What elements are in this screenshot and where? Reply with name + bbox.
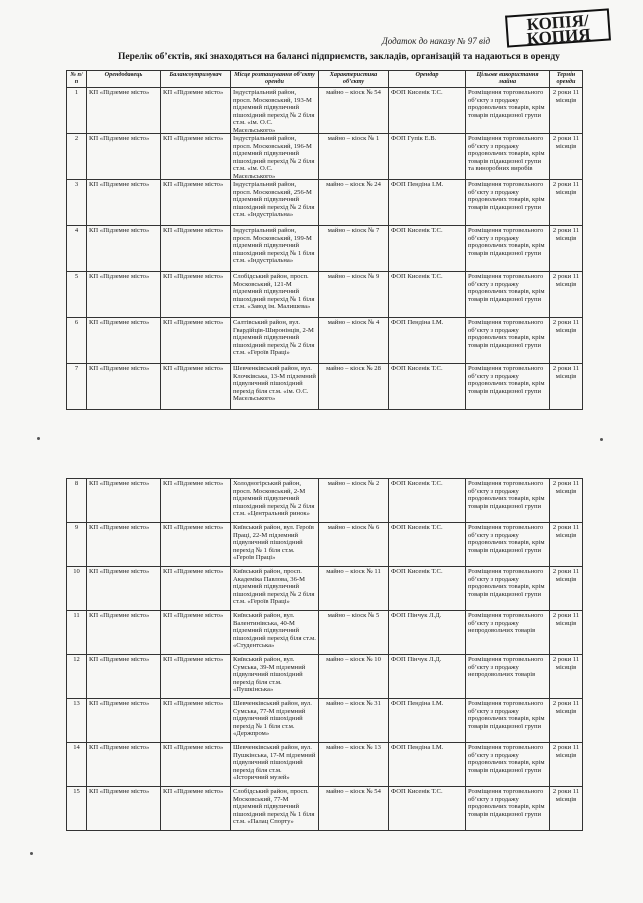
row-balance-holder: КП «Підземне місто» <box>161 364 231 410</box>
row-term: 2 роки 11 місяців <box>550 523 583 567</box>
row-lessor: КП «Підземне місто» <box>87 226 161 272</box>
row-balance-holder: КП «Підземне місто» <box>161 567 231 611</box>
row-lessor: КП «Підземне місто» <box>87 611 161 655</box>
row-purpose: Розміщення торговельного об’єкту з продажу продовольчих товарів, крім товарів підакцизної групи <box>466 364 550 410</box>
row-location: Індустріальний район, просп. Московський, 196-М підземний підвуличний пішохідний перехід № 2 біля ст.м. «ім. О.С. Масельського» <box>231 134 319 180</box>
row-term: 2 роки 11 місяців <box>550 88 583 134</box>
row-balance-holder: КП «Підземне місто» <box>161 523 231 567</box>
row-purpose: Розміщення торговельного об’єкту з продажу продовольчих товарів, крім товарів підакцизної групи <box>466 180 550 226</box>
header-number: № п/п <box>67 71 87 88</box>
document-title: Перелік об’єктів, які знаходяться на балансі підприємств, закладів, організацій та надаються в оренду <box>118 52 560 62</box>
table-row <box>67 180 583 226</box>
row-tenant: ФОП Пендіна І.М. <box>389 699 466 743</box>
row-balance-holder: КП «Підземне місто» <box>161 699 231 743</box>
header-location: Місце розташування об’єкту оренди <box>231 71 319 88</box>
header-lessor: Орендодавець <box>87 71 161 88</box>
row-number: 15 <box>67 787 87 831</box>
row-number: 11 <box>67 611 87 655</box>
row-number: 4 <box>67 226 87 272</box>
scan-speck <box>37 437 40 440</box>
row-location: Слобідський район, просп. Московський, 77-М підземний підвуличний пішохідний перехід № 1 біля ст.м. «Палац Спорту» <box>231 787 319 831</box>
table-row <box>67 787 583 831</box>
row-number: 2 <box>67 134 87 180</box>
row-term: 2 роки 11 місяців <box>550 567 583 611</box>
row-location: Київський район, вул. Героїв Праці, 22-М підземний підвуличний пішохідний перехід № 1 біля ст.м. «Героїв Праці» <box>231 523 319 567</box>
row-location: Холодногірський район, просп. Московський, 2-М підземний підвуличний пішохідний перехід № 2 біля ст.м. «Центральний ринок» <box>231 479 319 523</box>
table-row <box>67 364 583 410</box>
row-location: Шевченківський район, вул. Клочківська, 13-М підземний підвуличний пішохідний перехід біля ст.м. «ім. О.С. Масельського» <box>231 364 319 410</box>
row-tenant: ФОП Кисенік Т.С. <box>389 567 466 611</box>
row-balance-holder: КП «Підземне місто» <box>161 134 231 180</box>
row-tenant: ФОП Кисенік Т.С. <box>389 787 466 831</box>
row-tenant: ФОП Кисенік Т.С. <box>389 479 466 523</box>
row-number: 6 <box>67 318 87 364</box>
table-row <box>67 226 583 272</box>
row-purpose: Розміщення торговельного об’єкту з продажу продовольчих товарів, крім товарів підакцизної групи <box>466 567 550 611</box>
row-location: Київський район, вул. Валентинівська, 40-М підземний підвуличний пішохідний перехід біля ст.м. «Студентська» <box>231 611 319 655</box>
row-term: 2 роки 11 місяців <box>550 364 583 410</box>
table-row <box>67 523 583 567</box>
table-row <box>67 479 583 523</box>
header-characteristic: Характеристика об’єкту <box>319 71 389 88</box>
header-tenant: Орендар <box>389 71 466 88</box>
row-lessor: КП «Підземне місто» <box>87 88 161 134</box>
row-term: 2 роки 11 місяців <box>550 272 583 318</box>
row-characteristic: майно – кіоск № 11 <box>319 567 389 611</box>
row-lessor: КП «Підземне місто» <box>87 523 161 567</box>
row-balance-holder: КП «Підземне місто» <box>161 318 231 364</box>
row-number: 1 <box>67 88 87 134</box>
row-number: 9 <box>67 523 87 567</box>
row-term: 2 роки 11 місяців <box>550 318 583 364</box>
row-characteristic: майно – кіоск № 31 <box>319 699 389 743</box>
row-lessor: КП «Підземне місто» <box>87 180 161 226</box>
row-location: Київський район, вул. Сумська, 39-М підземний підвуличний пішохідний перехід біля ст.м. «Пушкінська» <box>231 655 319 699</box>
row-characteristic: майно – кіоск № 24 <box>319 180 389 226</box>
row-lessor: КП «Підземне місто» <box>87 655 161 699</box>
row-number: 10 <box>67 567 87 611</box>
header-term: Термін оренди <box>550 71 583 88</box>
row-term: 2 роки 11 місяців <box>550 180 583 226</box>
row-purpose: Розміщення торговельного об’єкту з продажу продовольчих товарів, крім товарів підакцизної групи <box>466 272 550 318</box>
row-purpose: Розміщення торговельного об’єкту з продажу непродовольчих товарів <box>466 655 550 699</box>
row-tenant: ФОП Гупік Е.В. <box>389 134 466 180</box>
row-balance-holder: КП «Підземне місто» <box>161 479 231 523</box>
row-location: Індустріальний район, просп. Московський, 193-М підземний підвуличний пішохідний перехід № 2 біля ст.м. «ім. О.С. Масельського» <box>231 88 319 134</box>
row-term: 2 роки 11 місяців <box>550 611 583 655</box>
objects-table-page-2 <box>66 478 583 831</box>
row-purpose: Розміщення торговельного об’єкту з продажу продовольчих товарів, крім товарів підакцизної групи <box>466 88 550 134</box>
row-balance-holder: КП «Підземне місто» <box>161 787 231 831</box>
row-lessor: КП «Підземне місто» <box>87 699 161 743</box>
row-characteristic: майно – кіоск № 54 <box>319 787 389 831</box>
row-balance-holder: КП «Підземне місто» <box>161 655 231 699</box>
row-purpose: Розміщення торговельного об’єкту з продажу продовольчих товарів, крім товарів підакцизної групи <box>466 699 550 743</box>
row-balance-holder: КП «Підземне місто» <box>161 743 231 787</box>
row-location: Салтівський район, вул. Гвардійців-Широнінців, 2-М підземний підвуличний пішохідний перехід № 2 біля ст.м. «Героїв Праці» <box>231 318 319 364</box>
row-tenant: ФОП Кисенік Т.С. <box>389 523 466 567</box>
row-purpose: Розміщення торговельного об’єкту з продажу продовольчих товарів, крім товарів підакцизної групи <box>466 523 550 567</box>
row-lessor: КП «Підземне місто» <box>87 567 161 611</box>
row-characteristic: майно – кіоск № 6 <box>319 523 389 567</box>
row-number: 14 <box>67 743 87 787</box>
row-number: 3 <box>67 180 87 226</box>
table-row <box>67 743 583 787</box>
row-tenant: ФОП Пендіна І.М. <box>389 743 466 787</box>
table-row <box>67 567 583 611</box>
scan-speck <box>30 852 33 855</box>
row-characteristic: майно – кіоск № 54 <box>319 88 389 134</box>
row-lessor: КП «Підземне місто» <box>87 364 161 410</box>
row-purpose: Розміщення торговельного об’єкту з продажу продовольчих товарів, крім товарів підакцизної групи <box>466 318 550 364</box>
row-balance-holder: КП «Підземне місто» <box>161 226 231 272</box>
row-tenant: ФОП Пінчук Л.Д. <box>389 611 466 655</box>
copy-stamp: КОПІЯ/КОПИЯ <box>505 8 611 47</box>
objects-table-page-1 <box>66 70 583 410</box>
row-tenant: ФОП Кисенік Т.С. <box>389 226 466 272</box>
table-row <box>67 611 583 655</box>
table-header-row <box>67 71 583 88</box>
table-row <box>67 318 583 364</box>
row-number: 8 <box>67 479 87 523</box>
row-location: Індустріальний район, просп. Московський, 199-М підземний підвуличний пішохідний перехід № 1 біля ст.м. «Індустріальна» <box>231 226 319 272</box>
scan-speck <box>600 438 603 441</box>
row-purpose: Розміщення торговельного об’єкту з продажу продовольчих товарів, крім товарів підакцизної групи та виноробних виробів <box>466 134 550 180</box>
row-purpose: Розміщення торговельного об’єкту з продажу продовольчих товарів, крім товарів підакцизної групи <box>466 743 550 787</box>
row-purpose: Розміщення торговельного об’єкту з продажу продовольчих товарів, крім товарів підакцизної групи <box>466 226 550 272</box>
row-lessor: КП «Підземне місто» <box>87 272 161 318</box>
row-characteristic: майно – кіоск № 5 <box>319 611 389 655</box>
row-tenant: ФОП Пендіна І.М. <box>389 180 466 226</box>
row-characteristic: майно – кіоск № 4 <box>319 318 389 364</box>
row-balance-holder: КП «Підземне місто» <box>161 272 231 318</box>
row-characteristic: майно – кіоск № 13 <box>319 743 389 787</box>
row-term: 2 роки 11 місяців <box>550 787 583 831</box>
row-tenant: ФОП Кисенік Т.С. <box>389 272 466 318</box>
row-tenant: ФОП Кисенік Т.С. <box>389 364 466 410</box>
row-tenant: ФОП Пендіна І.М. <box>389 318 466 364</box>
row-characteristic: майно – кіоск № 7 <box>319 226 389 272</box>
row-term: 2 роки 11 місяців <box>550 743 583 787</box>
row-characteristic: майно – кіоск № 1 <box>319 134 389 180</box>
table-row <box>67 88 583 134</box>
header-balance-holder: Балансоутримувач <box>161 71 231 88</box>
row-characteristic: майно – кіоск № 28 <box>319 364 389 410</box>
row-characteristic: майно – кіоск № 10 <box>319 655 389 699</box>
row-balance-holder: КП «Підземне місто» <box>161 180 231 226</box>
row-purpose: Розміщення торговельного об’єкту з продажу продовольчих товарів, крім товарів підакцизної групи <box>466 479 550 523</box>
row-purpose: Розміщення торговельного об’єкту з продажу продовольчих товарів, крім товарів підакцизної групи <box>466 787 550 831</box>
row-tenant: ФОП Кисенік Т.С. <box>389 88 466 134</box>
row-lessor: КП «Підземне місто» <box>87 318 161 364</box>
row-term: 2 роки 11 місяців <box>550 699 583 743</box>
row-purpose: Розміщення торговельного об’єкту з продажу непродовольчих товарів <box>466 611 550 655</box>
row-term: 2 роки 11 місяців <box>550 134 583 180</box>
row-balance-holder: КП «Підземне місто» <box>161 88 231 134</box>
row-number: 7 <box>67 364 87 410</box>
row-term: 2 роки 11 місяців <box>550 479 583 523</box>
table-row <box>67 272 583 318</box>
row-number: 12 <box>67 655 87 699</box>
row-balance-holder: КП «Підземне місто» <box>161 611 231 655</box>
row-location: Індустріальний район, просп. Московський, 256-М підземний підвуличний пішохідний перехід № 2 біля ст.м. «Індустріальна» <box>231 180 319 226</box>
header-purpose: Цільове використання майна <box>466 71 550 88</box>
appendix-label: Додаток до наказу № 97 від <box>382 36 491 46</box>
row-lessor: КП «Підземне місто» <box>87 743 161 787</box>
row-characteristic: майно – кіоск № 9 <box>319 272 389 318</box>
row-term: 2 роки 11 місяців <box>550 655 583 699</box>
row-lessor: КП «Підземне місто» <box>87 787 161 831</box>
table-row <box>67 655 583 699</box>
row-tenant: ФОП Пінчук Л.Д. <box>389 655 466 699</box>
row-location: Слобідський район, просп. Московський, 121-М підземний підвуличний пішохідний перехід № 1 біля ст.м. «Завод ім. Малишева» <box>231 272 319 318</box>
row-location: Шевченківський район, вул. Сумська, 77-М підземний підвуличний пішохідний перехід № 1 біля ст.м. «Держпром» <box>231 699 319 743</box>
row-lessor: КП «Підземне місто» <box>87 479 161 523</box>
row-number: 13 <box>67 699 87 743</box>
row-location: Шевченківський район, вул. Пушкінська, 17-М підземний підвуличний пішохідний перехід біля ст.м. «Історичний музей» <box>231 743 319 787</box>
table-row <box>67 134 583 180</box>
row-location: Київський район, просп. Академіка Павлова, 36-М підземний підвуличний пішохідний перехід № 2 біля ст.м. «Героїв Праці» <box>231 567 319 611</box>
row-number: 5 <box>67 272 87 318</box>
row-characteristic: майно – кіоск № 2 <box>319 479 389 523</box>
row-lessor: КП «Підземне місто» <box>87 134 161 180</box>
row-term: 2 роки 11 місяців <box>550 226 583 272</box>
table-row <box>67 699 583 743</box>
